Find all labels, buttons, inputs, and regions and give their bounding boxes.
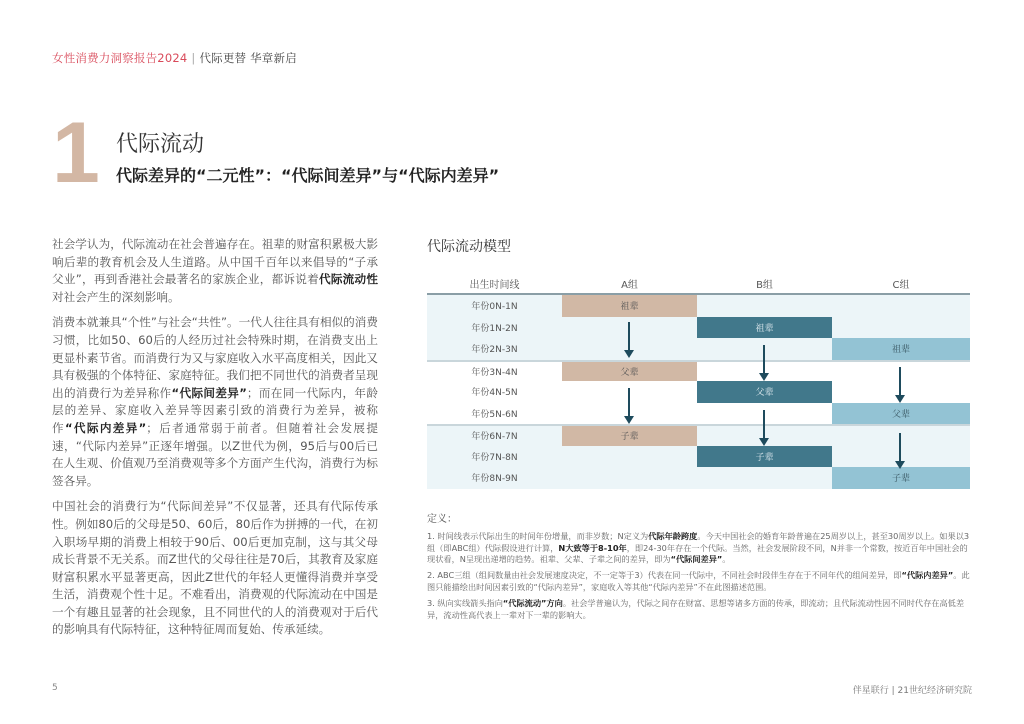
block-c-grandparent: 祖辈 [832,338,970,360]
block-b-parent: 父辈 [697,381,832,403]
definition-2: 2. ABC三组（组间数量由社会发展速度决定，不一定等于3）代表在同一代际中，不同社会时段伴生存在于不同年代的组间差异，即“代际内差异”。此图只能描绘出时间因素引致的“代际内差异”，家庭收入等其他“代际内差异”不在此图描述范围。 [427,570,970,592]
chart-header [427,276,970,295]
definition-3: 3. 纵向实线箭头指向“代际流动”方向。社会学普遍认为，代际之间存在财富、思想等诸多方面的传承，即流动；且代际流动性因不同时代存在高低差异，流动性高代表上一辈对下一辈的影响大。 [427,597,965,620]
header-separator: | [191,51,196,65]
block-b-child: 子辈 [697,446,832,468]
chart-row: 年份0N-1N 祖辈 [427,295,970,317]
generational-flow-chart [427,276,970,489]
arrow-down-icon [759,410,769,446]
arrow-down-icon [895,433,905,469]
paragraph-3: 中国社会的消费行为“代际间差异”不仅显著，还具有代际传承性。例如80后的父母是50、60后，80后作为拼搏的一代，在初入职场早期的消费上相较于90后、00后更加克制，这与其父母成长背景不无关系。而Z世代的父母往往是70后，其教育及家庭财富积累水平显著更高，因此Z世代的年轻人更懂得消费并享受生活，消费观个性十足。不难看出，消费观的代际流动在中国是一个有趣且显著的社会现象，且不同世代的人的消费观对于后代的影响具有代际特征，这种特征周而复始、传承延续。 [52,499,378,637]
report-header [52,50,297,66]
section-title: 代际流动 [116,132,205,157]
section-number: 1 [52,105,100,201]
block-b-grandparent: 祖辈 [697,317,832,339]
col-group-b: B组 [756,280,773,291]
arrow-down-icon [624,388,634,424]
section-subtitle: 代际差异的“二元性”：“代际间差异”与“代际内差异” [116,166,500,185]
chart-row: 年份3N-4N 父辈 [427,360,970,382]
page-number: 5 [52,683,58,693]
report-brand: 女性消费力洞察报告2024 [52,51,188,65]
chart-title: 代际流动模型 [427,239,511,255]
block-c-parent: 父辈 [832,403,970,425]
chart-body [427,295,970,489]
chart-row: 年份2N-3N 祖辈 [427,338,970,360]
body-text [52,236,378,647]
block-c-child: 子辈 [832,467,970,489]
definitions [427,514,973,625]
block-a-grandparent: 祖辈 [562,295,697,317]
block-a-parent: 父辈 [562,362,697,382]
col-group-c: C组 [892,280,910,291]
col-timeline: 出生时间线 [469,280,520,291]
chart-row: 年份4N-5N 父辈 [427,381,970,403]
chart-row: 年份6N-7N 子辈 [427,424,970,446]
report-subtitle: 代际更替 华章新启 [199,51,297,65]
definitions-title: 定义： [427,514,457,525]
chart-row: 年份5N-6N 父辈 [427,403,970,425]
footer-credit: 伴星联行 | 21世纪经济研究院 [852,686,972,696]
arrow-down-icon [759,345,769,381]
arrow-down-icon [624,322,634,358]
col-group-a: A组 [621,280,638,291]
block-a-child: 子辈 [562,426,697,446]
paragraph-2: 消费本就兼具“个性”与社会“共性”。一代人往往具有相似的消费习惯，比如50、60后的人经历过社会特殊时期，在消费支出上更显朴素节省。而消费行为又与家庭收入水平高度相关，因此又具有极强的个体特征、家庭特征。我们把不同世代的消费者呈现出的消费行为差异称作“代际间差异”；而在同一代际内，年龄层的差异、家庭收入差异等因素引致的消费行为差异，被称作“代际内差异”；后者通常弱于前者。但随着社会发展提速，“代际内差异”正逐年增强。以Z世代为例，95后与00后已在人生观、价值观乃至消费观等多个方面产生代沟，消费行为标签各异。 [52,315,378,488]
paragraph-1: 社会学认为，代际流动在社会普遍存在。祖辈的财富积累极大影响后辈的教育机会及人生道路。从中国千百年以来倡导的“子承父业”，再到香港社会最著名的家族企业，都诉说着代际流动性对社会产生的深刻影响。 [52,237,378,304]
chart-row: 年份1N-2N 祖辈 [427,317,970,339]
chart-row: 年份8N-9N 子辈 [427,467,970,489]
chart-row: 年份7N-8N 子辈 [427,446,970,468]
definition-1: 1. 时间线表示代际出生的时间年份增量，而非岁数；N定义为代际年龄跨度。今天中国社会的婚育年龄普遍在25周岁以上，甚至30周岁以上。如果以3组（即ABC组）代际假设进行计算，N大致等于8-10年，即24-30年存在一个代际。当然，社会发展阶段不同，N并非一个常数，按近百年中国社会的现状看，N呈现出递增的趋势。祖辈、父辈、子辈之间的差异，即为“代际间差异”。 [427,530,970,565]
arrow-down-icon [895,367,905,403]
